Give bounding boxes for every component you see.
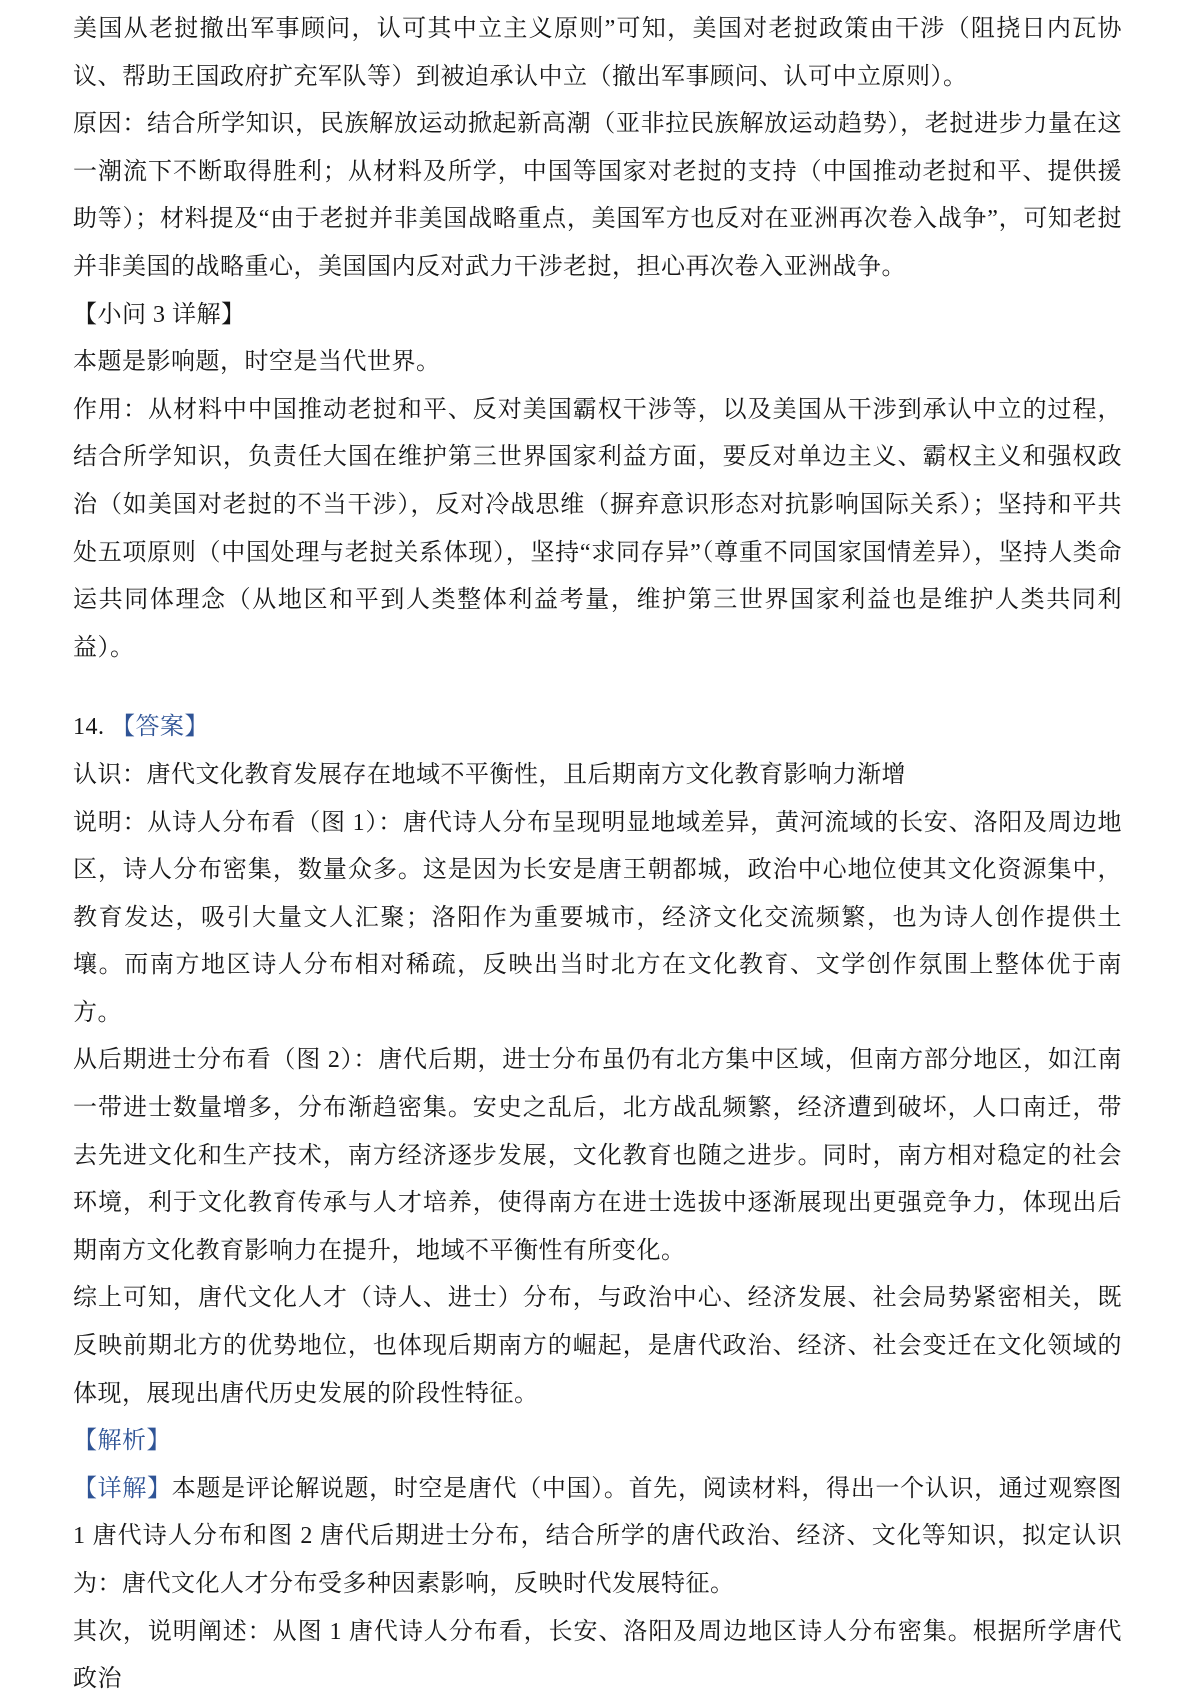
text-segment: 其次，说明阐述：从图 1 唐代诗人分布看，长安、洛阳及周边地区诗人分布密集。根据所学唐代政治 bbox=[73, 1618, 1122, 1693]
explanation-continuation bbox=[73, 1609, 1122, 1704]
highlighted-label: 【答案】 bbox=[111, 714, 209, 741]
detailed-explanation bbox=[73, 1466, 1122, 1609]
sub-question-3-heading bbox=[73, 292, 1122, 340]
highlighted-label: 【解析】 bbox=[73, 1428, 171, 1455]
text-segment: 【小问 3 详解】 bbox=[73, 301, 246, 328]
text-segment: 本题是影响题，时空是当代世界。 bbox=[73, 349, 441, 376]
answer-explanation-jinshi-distribution bbox=[73, 1037, 1122, 1275]
text-segment: 本题是评论解说题，时空是唐代（中国）。首先，阅读材料，得出一个认识，通过观察图 1 唐代诗人分布和图 2 唐代后期进士分布，结合所学的唐代政治、经济、文化等知识，拟定认识为：唐代文化人才分布受多种因素影响，反映时代发展特征。 bbox=[73, 1475, 1123, 1597]
text-segment: 原因：结合所学知识，民族解放运动掀起新高潮（亚非拉民族解放运动趋势），老挝进步力量在这一潮流下不断取得胜利；从材料及所学，中国等国家对老挝的支持（中国推动老挝和平、提供援助等）；材料提及“由于老挝并非美国战略重点，美国军方也反对在亚洲再次卷入战争”，可知老挝并非美国的战略重心，美国国内反对武力干涉老挝，担心再次卷入亚洲战争。 bbox=[73, 111, 1122, 280]
document-body bbox=[73, 6, 1122, 1704]
answer-effect bbox=[73, 387, 1122, 673]
question-type-statement bbox=[73, 339, 1122, 387]
question-14-answer-heading bbox=[73, 704, 1122, 752]
analysis-heading bbox=[73, 1418, 1122, 1466]
text-segment: 作用：从材料中中国推动老挝和平、反对美国霸权干涉等，以及美国从干涉到承认中立的过程，结合所学知识，负责任大国在维护第三世界国家利益方面，要反对单边主义、霸权主义和强权政治（如美国对老挝的不当干涉），反对冷战思维（摒弃意识形态对抗影响国际关系）；坚持和平共处五项原则（中国处理与老挝关系体现），坚持“求同存异”（尊重不同国家国情差异），坚持人类命运共同体理念（从地区和平到人类整体利益考量，维护第三世界国家利益也是维护人类共同利益）。 bbox=[73, 396, 1122, 661]
text-segment: 说明：从诗人分布看（图 1）：唐代诗人分布呈现明显地域差异，黄河流域的长安、洛阳及周边地区，诗人分布密集，数量众多。这是因为长安是唐王朝都城，政治中心地位使其文化资源集中，教育发达，吸引大量文人汇聚；洛阳作为重要城市，经济文化交流频繁，也为诗人创作提供土壤。而南方地区诗人分布相对稀疏，反映出当时北方在文化教育、文学创作氛围上整体优于南方。 bbox=[73, 809, 1122, 1026]
highlighted-label: 【详解】 bbox=[73, 1475, 172, 1502]
answer-reason bbox=[73, 101, 1122, 291]
answer-recognition bbox=[73, 752, 1122, 800]
answer-continuation-us-laos-policy bbox=[73, 6, 1122, 101]
text-segment: 认识：唐代文化教育发展存在地域不平衡性，且后期南方文化教育影响力渐增 bbox=[73, 761, 906, 788]
text-segment: 美国从老挝撤出军事顾问，认可其中立主义原则”可知，美国对老挝政策由干涉（阻挠日内瓦协议、帮助王国政府扩充军队等）到被迫承认中立（撤出军事顾问、认可中立原则）。 bbox=[73, 16, 1122, 90]
answer-explanation-poets-distribution bbox=[73, 800, 1122, 1038]
answer-conclusion bbox=[73, 1275, 1122, 1418]
text-segment: 14. bbox=[73, 714, 111, 741]
text-segment: 从后期进士分布看（图 2）：唐代后期，进士分布虽仍有北方集中区域，但南方部分地区，如江南一带进士数量增多，分布渐趋密集。安史之乱后，北方战乱频繁，经济遭到破坏，人口南迁，带去先进文化和生产技术，南方经济逐步发展，文化教育也随之进步。同时，南方相对稳定的社会环境，利于文化教育传承与人才培养，使得南方在进士选拔中逐渐展现出更强竞争力，体现出后期南方文化教育影响力在提升，地域不平衡性有所变化。 bbox=[73, 1047, 1122, 1264]
text-segment: 综上可知，唐代文化人才（诗人、进士）分布，与政治中心、经济发展、社会局势紧密相关，既反映前期北方的优势地位，也体现后期南方的崛起，是唐代政治、经济、社会变迁在文化领域的体现，展现出唐代历史发展的阶段性特征。 bbox=[73, 1285, 1122, 1407]
